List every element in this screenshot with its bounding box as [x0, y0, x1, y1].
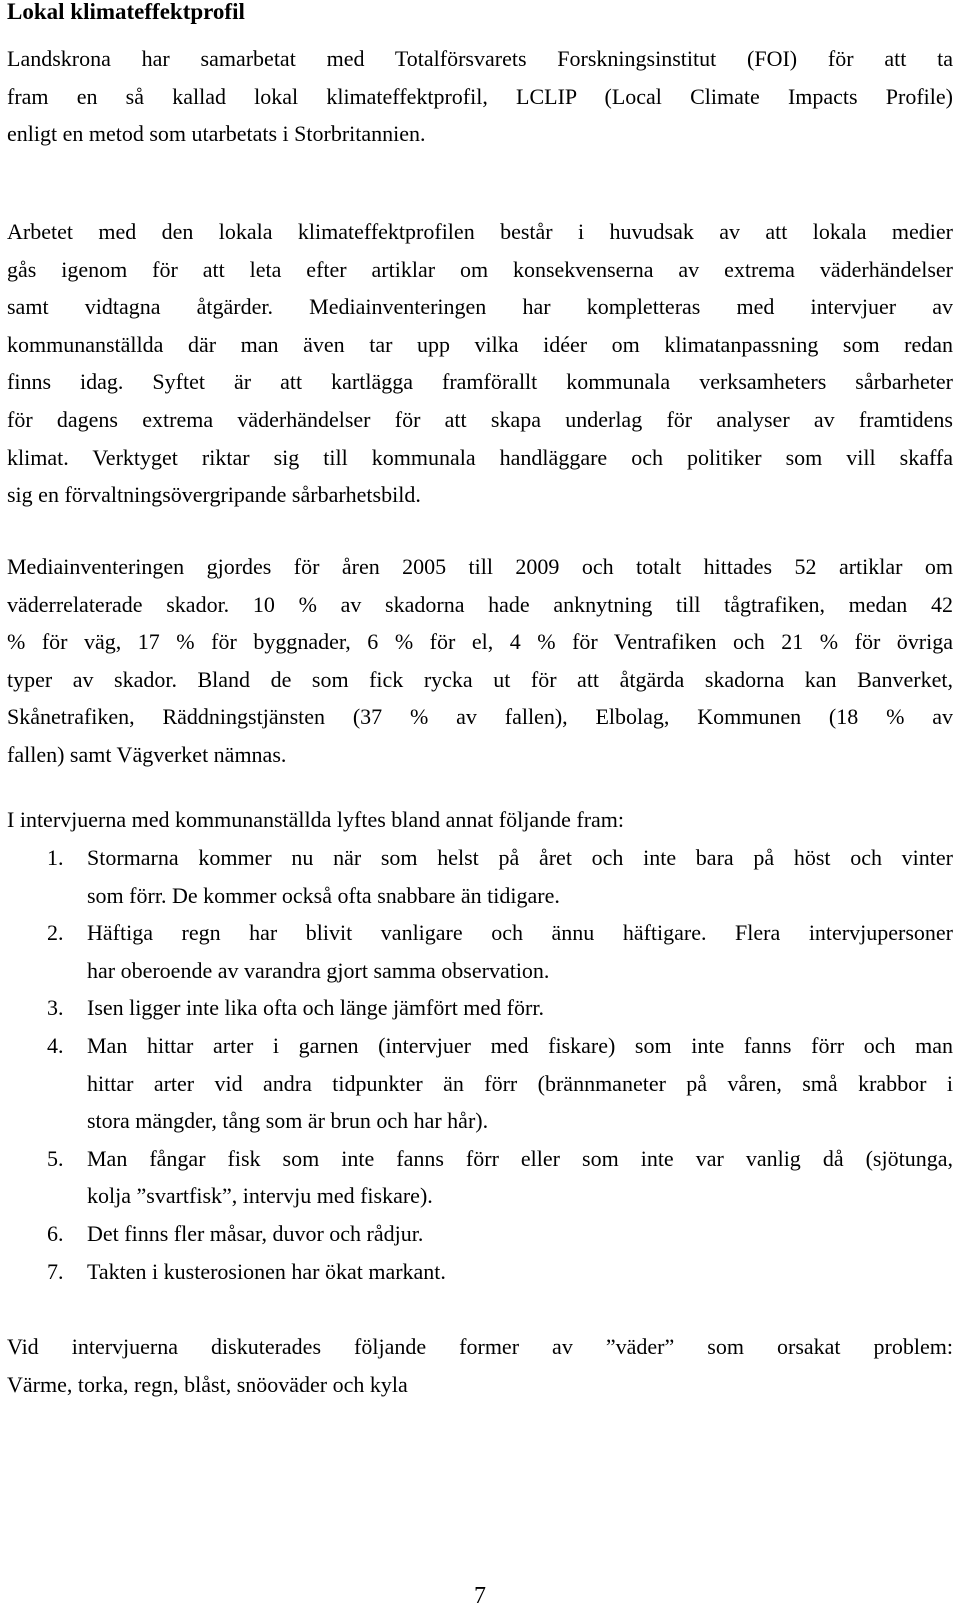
- list-item-line: Det finns fler måsar, duvor och rådjur.: [87, 1220, 424, 1246]
- paragraph-line: I intervjuerna med kommunanställda lyftes bland annat följande fram:: [7, 807, 625, 832]
- paragraph-weather-forms: [7, 1328, 953, 1403]
- paragraph-intro: [7, 40, 953, 153]
- paragraph-line: Mediainventeringen gjordes för åren 2005 till 2009 och totalt hittades 52 artiklar om: [7, 554, 953, 579]
- list-item: [7, 1253, 953, 1291]
- list-item: [7, 989, 953, 1027]
- paragraph-line: enligt en metod som utarbetats i Storbritannien.: [7, 121, 426, 147]
- list-item-line: har oberoende av varandra gjort samma observation.: [87, 957, 550, 983]
- paragraph-line: kommunanställda där man även tar upp vilka idéer om klimatanpassning som redan: [7, 331, 953, 357]
- list-item-line: Man hittar arter i garnen (intervjuer med fiskare) som inte fanns förr och man: [87, 1032, 953, 1058]
- list-item: [7, 1215, 953, 1253]
- paragraph-media-inventory: [7, 548, 953, 774]
- paragraph-line: typer av skador. Bland de som fick rycka ut för att åtgärda skadorna kan Banverket,: [7, 666, 953, 692]
- paragraph-line: % för väg, 17 % för byggnader, 6 % för el, 4 % för Ventrafiken och 21 % för övriga: [7, 629, 953, 655]
- paragraph-line: Vid intervjuerna diskuterades följande former av ”väder” som orsakat problem:: [7, 1334, 953, 1359]
- list-item-number: 4.: [47, 1032, 64, 1058]
- list-item-line: kolja ”svartfisk”, intervju med fiskare).: [87, 1183, 433, 1209]
- page-number: 7: [474, 1583, 486, 1609]
- list-item-number: 1.: [47, 845, 64, 870]
- paragraph-line: Skånetrafiken, Räddningstjänsten (37 % av fallen), Elbolag, Kommunen (18 % av: [7, 704, 953, 730]
- list-item: [7, 839, 953, 914]
- paragraph-line: Värme, torka, regn, blåst, snöoväder och kyla: [7, 1371, 408, 1397]
- paragraph-line: fallen) samt Vägverket nämnas.: [7, 741, 287, 767]
- paragraph-line: Arbetet med den lokala klimateffektprofilen består i huvudsak av att lokala medier: [7, 219, 953, 244]
- list-item-number: 3.: [47, 995, 64, 1021]
- list-item-line: Takten i kusterosionen har ökat markant.: [87, 1258, 446, 1284]
- list-item-line: hittar arter vid andra tidpunkter än förr (brännmaneter på våren, små krabbor i: [87, 1070, 953, 1096]
- list-item-number: 2.: [47, 920, 64, 946]
- paragraph-list-intro: [7, 801, 953, 839]
- paragraph-line: finns idag. Syftet är att kartlägga framförallt kommunala verksamheters sårbarheter: [7, 369, 953, 395]
- list-item-line: som förr. De kommer också ofta snabbare än tidigare.: [87, 882, 560, 908]
- paragraph-line: sig en förvaltningsövergripande sårbarhetsbild.: [7, 482, 421, 508]
- list-item-line: Häftiga regn har blivit vanligare och ännu häftigare. Flera intervjupersoner: [87, 920, 953, 946]
- paragraph-line: gås igenom för att leta efter artiklar om konsekvenserna av extrema väderhändelser: [7, 256, 953, 282]
- paragraph-line: fram en så kallad lokal klimateffektprofil, LCLIP (Local Climate Impacts Profile): [7, 83, 953, 109]
- list-item-number: 6.: [47, 1220, 64, 1246]
- list-item-line: stora mängder, tång som är brun och har hår).: [87, 1108, 489, 1134]
- list-item-line: Isen ligger inte lika ofta och länge jämfört med förr.: [87, 995, 544, 1021]
- paragraph-method: [7, 213, 953, 514]
- paragraph-line: samt vidtagna åtgärder. Mediainventeringen har kompletteras med intervjuer av: [7, 294, 953, 320]
- findings-list: [7, 839, 953, 1290]
- section-heading: Lokal klimateffektprofil: [7, 0, 245, 24]
- list-item-number: 5.: [47, 1145, 64, 1171]
- list-item-line: Man fångar fisk som inte fanns förr eller som inte var vanlig då (sjötunga,: [87, 1145, 953, 1171]
- list-item: [7, 1027, 953, 1140]
- paragraph-line: väderrelaterade skador. 10 % av skadorna hade anknytning till tågtrafiken, medan 42: [7, 591, 953, 617]
- paragraph-line: för dagens extrema väderhändelser för att skapa underlag för analyser av framtidens: [7, 406, 953, 432]
- paragraph-line: Landskrona har samarbetat med Totalförsvarets Forskningsinstitut (FOI) för att ta: [7, 46, 953, 71]
- list-item: [7, 914, 953, 989]
- list-item-number: 7.: [47, 1258, 64, 1284]
- list-item-line: Stormarna kommer nu när som helst på året och inte bara på höst och vinter: [87, 845, 953, 870]
- paragraph-line: klimat. Verktyget riktar sig till kommunala handläggare och politiker som vill skaffa: [7, 444, 953, 470]
- list-item: [7, 1140, 953, 1215]
